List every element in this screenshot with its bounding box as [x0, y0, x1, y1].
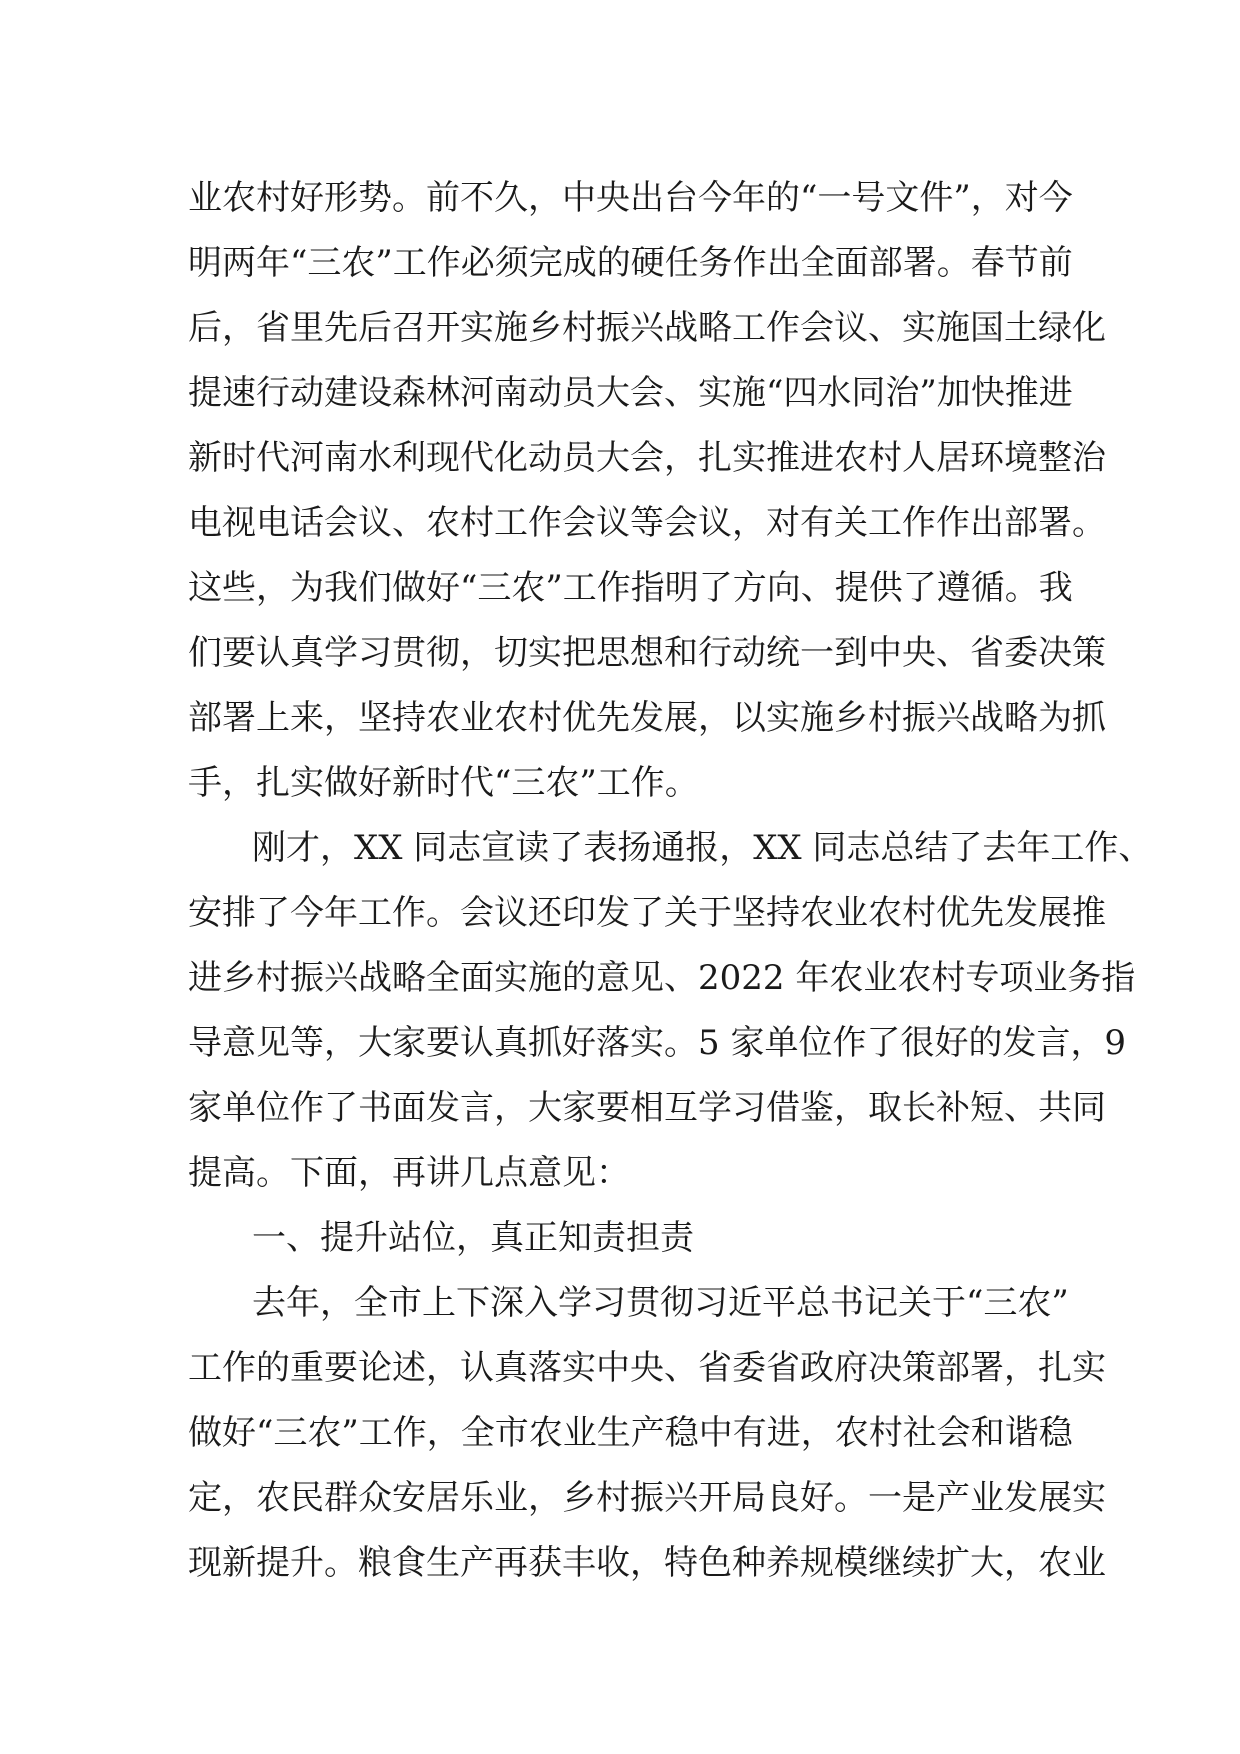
text-line-5: 新时代河南水利现代化动员大会，扎实推进农村人居环境整治 — [188, 438, 1106, 478]
text-line-16: 提高。下面，再讲几点意见： — [188, 1153, 630, 1193]
text-line-22: 现新提升。粮食生产再获丰收，特色种养规模继续扩大，农业 — [188, 1543, 1106, 1583]
body-text — [188, 166, 1153, 1596]
text-line-9: 部署上来，坚持农业农村优先发展，以实施乡村振兴战略为抓 — [188, 698, 1106, 738]
text-line-4: 提速行动建设森林河南动员大会、实施“四水同治”加快推进 — [188, 373, 1073, 413]
text-line-20: 做好“三农”工作，全市农业生产稳中有进，农村社会和谐稳 — [188, 1413, 1073, 1453]
text-line-8: 们要认真学习贯彻，切实把思想和行动统一到中央、省委决策 — [188, 633, 1106, 673]
text-line-13: 进乡村振兴战略全面实施的意见、2022 年农业农村专项业务指 — [188, 958, 1136, 998]
text-line-18: 去年，全市上下深入学习贯彻习近平总书记关于“三农” — [252, 1283, 1069, 1323]
text-line-12: 安排了今年工作。会议还印发了关于坚持农业农村优先发展推 — [188, 893, 1106, 933]
text-line-2: 明两年“三农”工作必须完成的硬任务作出全面部署。春节前 — [188, 243, 1073, 283]
text-line-11: 刚才，XX 同志宣读了表扬通报，XX 同志总结了去年工作、 — [252, 828, 1153, 868]
text-line-1: 业农村好形势。前不久，中央出台今年的“一号文件”，对今 — [188, 178, 1073, 218]
text-line-7: 这些，为我们做好“三农”工作指明了方向、提供了遵循。我 — [188, 568, 1073, 608]
section-heading-1: 一、提升站位，真正知责担责 — [252, 1218, 694, 1258]
text-line-14: 导意见等，大家要认真抓好落实。5 家单位作了很好的发言，9 — [188, 1023, 1127, 1063]
text-line-3: 后，省里先后召开实施乡村振兴战略工作会议、实施国土绿化 — [188, 308, 1106, 348]
text-line-15: 家单位作了书面发言，大家要相互学习借鉴，取长补短、共同 — [188, 1088, 1106, 1128]
text-line-6: 电视电话会议、农村工作会议等会议，对有关工作作出部署。 — [188, 503, 1106, 543]
text-line-19: 工作的重要论述，认真落实中央、省委省政府决策部署，扎实 — [188, 1348, 1106, 1388]
text-line-10: 手，扎实做好新时代“三农”工作。 — [188, 763, 699, 803]
text-line-21: 定，农民群众安居乐业，乡村振兴开局良好。一是产业发展实 — [188, 1478, 1106, 1518]
